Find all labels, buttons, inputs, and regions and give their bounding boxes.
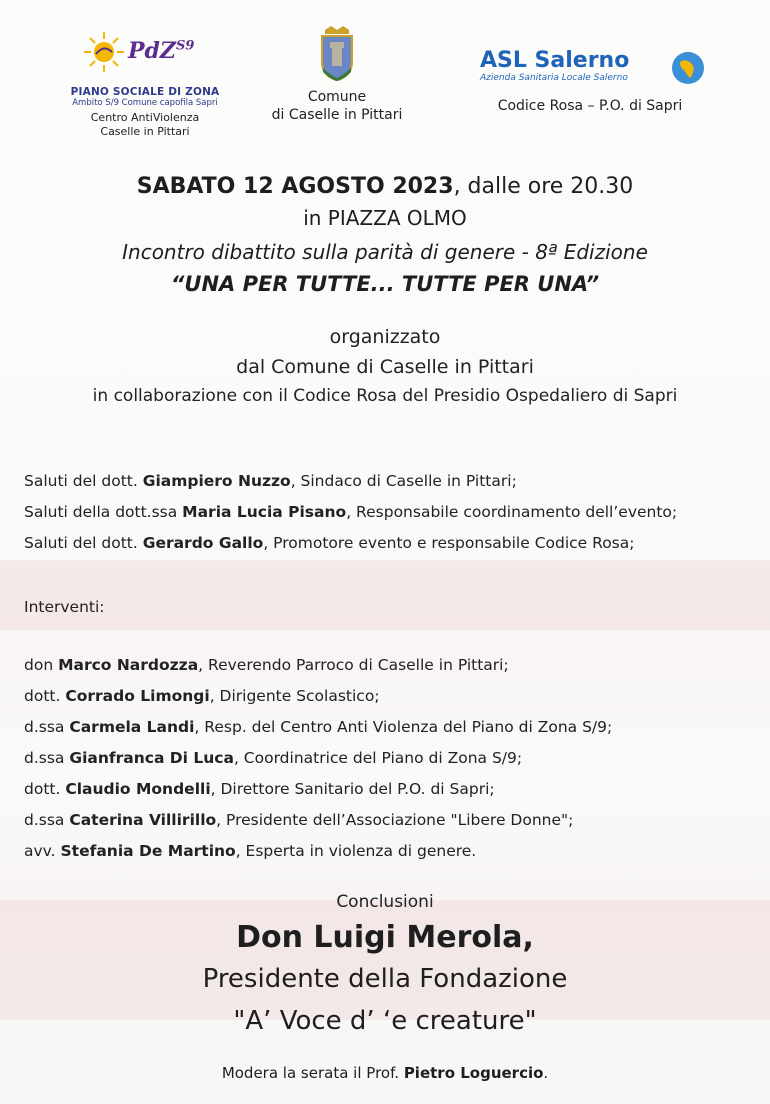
list-item: dott. Corrado Limongi, Dirigente Scolastico; — [24, 687, 380, 705]
asl-logo — [470, 48, 710, 114]
comune-logo — [262, 24, 412, 124]
moderator-line: Modera la serata il Prof. Pietro Loguercio. — [221, 1064, 549, 1082]
interventi-list — [24, 650, 754, 867]
list-item: Saluti del dott. Gerardo Gallo, Promotore evento e responsabile Codice Rosa; — [24, 534, 635, 552]
codice-rosa-label: Codice Rosa – P.O. di Sapri — [497, 98, 683, 114]
list-item: don Marco Nardozza, Reverendo Parroco di Caselle in Pittari; — [24, 656, 509, 674]
event-place: in PIAZZA OLMO — [303, 206, 467, 230]
pdz-mark — [70, 28, 220, 84]
list-item: d.ssa Gianfranca Di Luca, Coordinatrice del Piano di Zona S/9; — [24, 749, 523, 767]
organizer-name: dal Comune di Caselle in Pittari — [236, 356, 534, 378]
globe-icon — [670, 50, 706, 86]
asl-mark — [470, 48, 710, 88]
event-date: SABATO 12 AGOSTO 2023, dalle ore 20.30 — [136, 174, 634, 199]
list-item: dott. Claudio Mondelli, Direttore Sanitario del P.O. di Sapri; — [24, 780, 495, 798]
list-item: Saluti del dott. Giampiero Nuzzo, Sindaco di Caselle in Pittari; — [24, 472, 517, 490]
event-slogan: “UNA PER TUTTE... TUTTE PER UNA” — [170, 272, 600, 296]
asl-name: ASL Salerno — [480, 48, 630, 73]
pdz-wordmark: PdZ$^{S9}$ — [128, 38, 195, 64]
pdz-logo — [70, 28, 220, 139]
conclusioni-label: Conclusioni — [336, 892, 434, 912]
saluti-list — [24, 466, 754, 559]
foundation-name: "A’ Voce d’ ‘e creature" — [233, 1006, 537, 1036]
event-description: Incontro dibattito sulla parità di genere - 8ª Edizione — [122, 240, 648, 264]
coat-of-arms-icon — [317, 24, 357, 82]
collaboration-line: in collaborazione con il Codice Rosa del Presidio Ospedaliero di Sapri — [92, 386, 678, 406]
list-item: avv. Stefania De Martino, Esperta in violenza di genere. — [24, 842, 477, 860]
cav-label: Centro AntiViolenza Caselle in Pittari — [90, 111, 200, 138]
keynote-role: Presidente della Fondazione — [202, 964, 568, 994]
header-logos — [0, 18, 770, 138]
keynote-speaker: Don Luigi Merola, — [236, 920, 534, 955]
list-item: Saluti della dott.ssa Maria Lucia Pisano, Responsabile coordinamento dell’evento; — [24, 503, 678, 521]
organizer-label: organizzato — [329, 326, 441, 348]
sun-icon — [82, 30, 126, 74]
background-band — [0, 900, 770, 1020]
list-item: d.ssa Carmela Landi, Resp. del Centro Anti Violenza del Piano di Zona S/9; — [24, 718, 613, 736]
list-item: d.ssa Caterina Villirillo, Presidente dell’Associazione "Libere Donne"; — [24, 811, 574, 829]
asl-subtitle: Azienda Sanitaria Locale Salerno — [480, 73, 628, 83]
pdz-subtitle: Ambito S/9 Comune capofila Sapri — [72, 98, 218, 108]
pdz-title: PIANO SOCIALE DI ZONA — [70, 86, 220, 98]
comune-name: Comune di Caselle in Pittari — [271, 89, 403, 123]
interventi-heading: Interventi: — [24, 598, 105, 616]
